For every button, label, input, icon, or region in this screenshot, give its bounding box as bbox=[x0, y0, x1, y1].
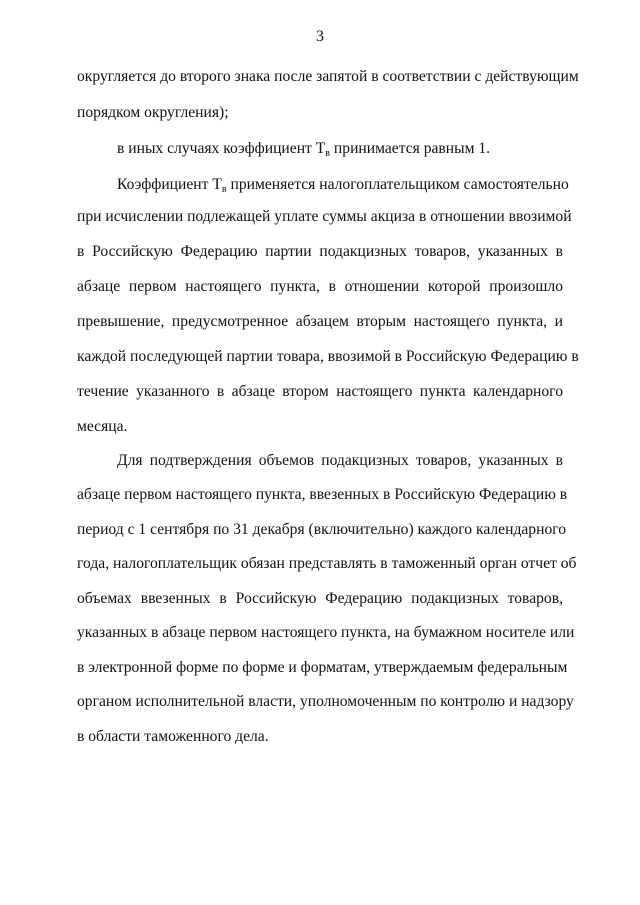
text-line: абзаце первом настоящего пункта, ввезенных в Российскую Федерацию в bbox=[77, 486, 568, 503]
text-line bbox=[117, 139, 563, 164]
text-span: Коэффициент Т bbox=[117, 176, 222, 193]
text-line: течение указанного в абзаце втором настоящего пункта календарного bbox=[77, 383, 563, 400]
text-line: указанных в абзаце первом настоящего пункта, на бумажном носителе или bbox=[77, 624, 575, 641]
subscript: в bbox=[325, 148, 331, 159]
text-line: органом исполнительной власти, уполномоченным по контролю и надзору bbox=[77, 693, 574, 710]
page-number: 3 bbox=[316, 28, 324, 45]
text-line: превышение, предусмотренное абзацем вторым настоящего пункта, и bbox=[77, 313, 563, 330]
text-span: применяется налогоплательщиком самостоятельно bbox=[226, 176, 569, 193]
subscript: в bbox=[221, 184, 227, 195]
text-span: принимается равным 1. bbox=[330, 140, 491, 157]
text-span: в иных случаях коэффициент Т bbox=[117, 140, 326, 157]
text-line: года, налогоплательщик обязан представлять в таможенный орган отчет об bbox=[77, 555, 577, 572]
text-line: объемах ввезенных в Российскую Федерацию подакцизных товаров, bbox=[77, 590, 563, 607]
text-line: при исчислении подлежащей уплате суммы акциза в отношении ввозимой bbox=[77, 208, 572, 225]
text-line: период с 1 сентября по 31 декабря (включительно) каждого календарного bbox=[77, 521, 567, 538]
text-line: в области таможенного дела. bbox=[77, 728, 269, 745]
text-line: в электронной форме по форме и форматам, утверждаемым федеральным bbox=[77, 659, 568, 676]
text-line: порядком округления); bbox=[77, 104, 229, 121]
text-line bbox=[117, 175, 569, 200]
text-line: каждой последующей партии товара, ввозимой в Российскую Федерацию в bbox=[77, 348, 579, 365]
text-line: абзаце первом настоящего пункта, в отношении которой произошло bbox=[77, 278, 563, 295]
text-line: Для подтверждения объемов подакцизных товаров, указанных в bbox=[117, 452, 563, 469]
text-line: месяца. bbox=[77, 418, 128, 435]
text-line: в Российскую Федерацию партии подакцизных товаров, указанных в bbox=[77, 243, 563, 260]
text-line: округляется до второго знака после запятой в соответствии с действующим bbox=[77, 68, 579, 85]
